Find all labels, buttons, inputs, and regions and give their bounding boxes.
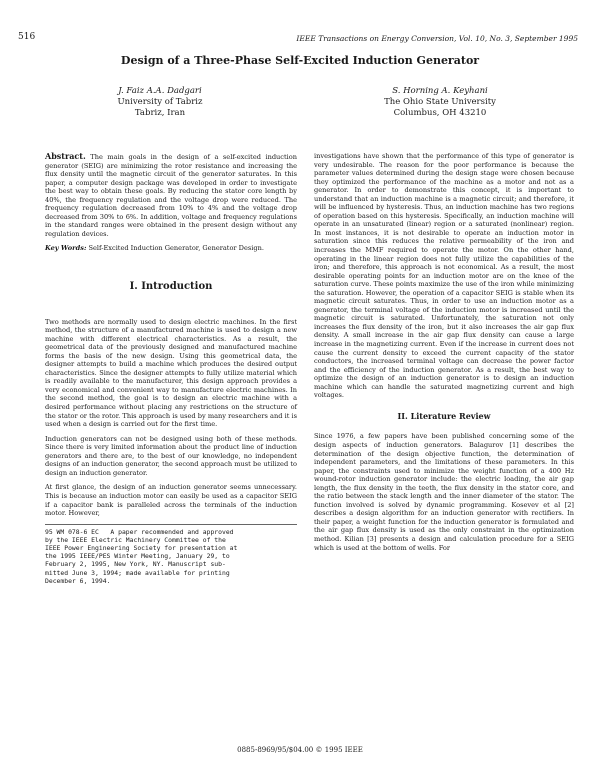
footnote: 95 WM 078-6 EC A paper recommended and approved by the IEEE Electric Machinery Committee of the IEEE Power Engineering Society for presentation at the 1995 IEEE/PES Winter Meeting, January 29, to February 2, 1995, New York, NY. Manuscript sub- mitted June 3, 1994; made available for printing December 6, 1994. (45, 524, 297, 585)
paragraph: At first glance, the design of an induction generator seems unnecessary. This is because an induction motor can easily be used as a capacitor SEIG if a capacitor bank is paralleled across the terminals of the induction motor. However, (45, 483, 297, 518)
author-location: Columbus, OH 43210 (393, 108, 487, 118)
copyright-line: 0885-8969/95/$04.00 © 1995 IEEE (237, 746, 363, 754)
paragraph: investigations have shown that the performance of this type of generator is very undesirable. The reason for the poor performance is because the parameter values determined during the design stage were chosen because they optimized the performance of the machine as a motor and not as a generator. In order to demonstrate this concept, it is important to understand that an induction machine is a magnetic circuit; and therefore, it will be influenced by hysteresis. Thus, an induction machine has two regions of operation based on this hysteresis. Specifically, an induction machine will operate in an unsaturated (linear) region or a saturated (nonlinear) region. In most instances, it is not desirable to operate an induction motor in saturation since this reduces the relative permeability of the iron and increases the MMF required to operate the motor. On the other hand, operating in the linear region does not fully utilize the capabilities of the iron; and therefore, this approach is not economical. As a result, the most desirable operating points for an induction motor are on the knee of the saturation curve. These points maximize the use of the iron while minimizing the saturation. However, the operation of a capacitor SEIG is stable when its magnetic circuit saturates. Thus, in order to use an induction motor as a generator, the terminal voltage of the induction motor is increased until the magnetic circuit is saturated. Unfortunately, the saturation not only increases the flux density of the iron, but it also increases the air gap flux density. A small increase in the air gap flux density can cause a large increase in the magnetizing current. Even if the increase in current does not cause the current density to exceed the current capacity of the stator conductors, the increased terminal voltage can decrease the power factor and the efficiency of the induction generator. As a result, the best way to optimize the design of an induction generator is to design an induction machine which can handle the saturated magnetizing current and high voltages. (314, 152, 574, 400)
paper-title: Design of a Three-Phase Self-Excited Induction Generator (120, 54, 480, 67)
keywords (45, 244, 297, 253)
author-location: Tabriz, Iran (134, 108, 186, 118)
paragraph: Two methods are normally used to design electric machines. In the first method, the structure of a manufactured machine is used to design a new machine with different electrical characteristics. As a result, the geometrical data of the previously designed and manufactured machine forms the basis of the new design. Using this geometrical data, the designer attempts to build a machine which produces the desired output characteristics. Since the designer attempts to fully utilize material which is readily available to the manufacturer, this design approach provides a very economical and convenient way to manufacture electric machines. In the second method, the goal is to design an electric machine with a desired performance without placing any restrictions on the structure of the stator or the rotor. This approach is used by many researchers and it is used when a design is carried out for the first time. (45, 317, 297, 429)
author-names: S. Horning A. Keyhani (392, 86, 488, 96)
section-heading-literature-review: II. Literature Review (397, 410, 491, 421)
author-affiliation: University of Tabriz (117, 97, 203, 107)
author-affiliation: The Ohio State University (384, 97, 496, 107)
abstract (45, 152, 297, 238)
page-number: 516 (18, 32, 36, 42)
section-heading-introduction: I. Introduction (129, 281, 213, 293)
keywords-text: Self-Excited Induction Generator, Generator Design. (88, 244, 264, 253)
author-names: J. Faiz A.A. Dadgari (118, 86, 202, 96)
abstract-label: Abstract. (45, 151, 86, 161)
journal-header: IEEE Transactions on Energy Conversion, Vol. 10, No. 3, September 1995 (296, 34, 578, 43)
paragraph: Induction generators can not be designed using both of these methods. Since there is very limited information about the product line of induction generators and there are, to the best of our knowledge, no independent designs of an induction generator, the second approach must be utilized to design an induction generator. (45, 434, 297, 477)
right-column (314, 152, 574, 558)
author-block-2 (340, 86, 540, 119)
author-block-1 (60, 86, 260, 119)
keywords-label: Key Words: (45, 244, 87, 253)
paragraph: Since 1976, a few papers have been published concerning some of the design aspects of induction generators. Balagurov [1] describes the determination of the design objective function, the determination of independent parameters, and the limitations of these parameters. In this paper, the constraints used to minimize the weight function of a 400 Hz wound-rotor induction generator include: the electric loading, the air gap length, the flux density in the teeth, the flux density in the stator core, and the ratio between the stack length and the inner diameter of the stator. The function involved is solved by dynamic programming. Kosevev et al [2] describes a design algorithm for an induction generator with rectifiers. In their paper, a weight function for the induction generator is formulated and the air gap flux density is used as the only constraint in the optimization method. Kilian [3] presents a design and calculation procedure for a SEIG which is used at the bottom of wells. For (314, 432, 574, 552)
abstract-text: The main goals in the design of a self-excited induction generator (SEIG) are minimizing the rotor resistance and increasing the flux density until the magnetic circuit of the generator saturates. In this paper, a computer design package was developed in order to investigate the best way to obtain these goals. By reducing the stator core length by 40%, the frequency regulation and the voltage drop were reduced. The frequency regulation decreased from 10% to 4% and the voltage drop decreased from 30% to 6%. In addition, voltage and frequency regulations in the standard ranges were obtained in the present design without any regulation devices. (45, 153, 297, 238)
left-column (45, 152, 297, 585)
